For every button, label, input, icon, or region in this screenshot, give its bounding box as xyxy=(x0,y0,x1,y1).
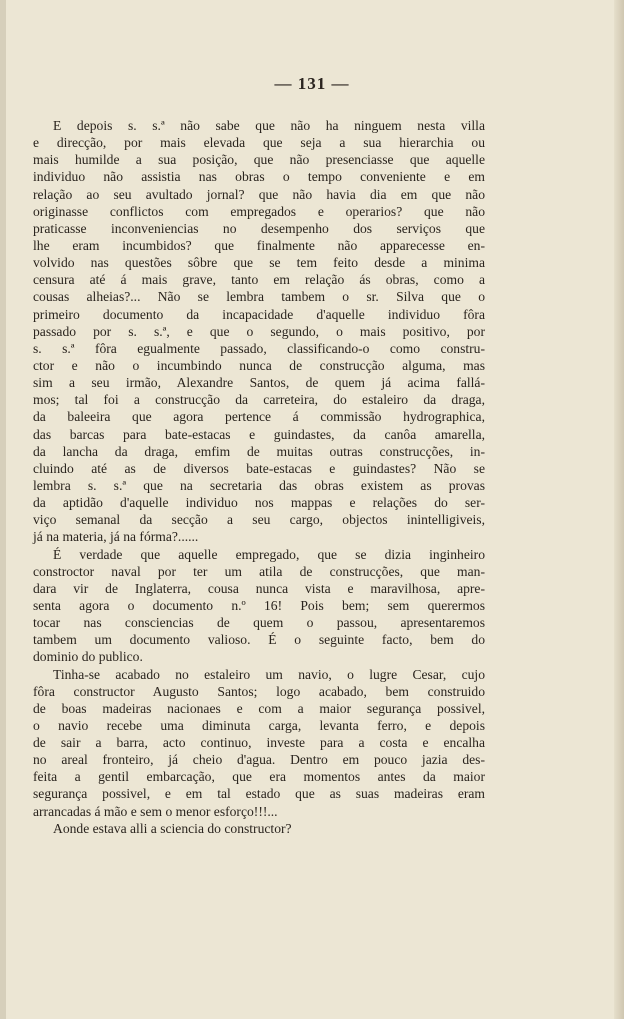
text-line: E depois s. s.ª não sabe que não ha ninguem nesta villa xyxy=(53,118,485,133)
text-line: originasse conflictos com empregados e operarios? que não xyxy=(33,203,485,219)
text-line: lhe eram incumbidos? que finalmente não apparecesse en- xyxy=(33,237,485,253)
text-line: censura até á mais grave, tanto em relação ás obras, como a xyxy=(33,272,485,288)
text-line: Tinha-se acabado no estaleiro um navio, o lugre Cesar, cujo xyxy=(53,666,485,682)
text-line: o navio recebe uma diminuta carga, levanta ferro, e depois xyxy=(33,717,485,733)
text-line: primeiro documento da incapacidade d'aquelle individuo fôra xyxy=(33,306,485,322)
text-line: da baleeira que agora pertence á commissão hydrographica, xyxy=(33,409,485,425)
text-line: passado por s. s.ª, e que o segundo, o mais positivo, por xyxy=(33,323,485,339)
text-line: sim a seu irmão, Alexandre Santos, de quem já acima fallá- xyxy=(33,375,485,391)
text-line: da lancha da draga, emfim de muitas outras construcções, in- xyxy=(33,443,485,459)
text-line: de boas madeiras nacionaes e com a maior segurança possivel, xyxy=(33,700,485,716)
text-line: cluindo até as de diversos bate-estacas e guindastes? Não se xyxy=(33,460,485,476)
text-line: constroctor naval por ter um atila de construcções, que man- xyxy=(33,563,485,579)
text-line: dara vir de Inglaterra, cousa nunca vista e maravilhosa, apre- xyxy=(33,580,485,596)
text-line: Aonde estava alli a sciencia do constructor? xyxy=(53,820,292,836)
text-line: no areal fronteiro, já cheio d'agua. Dentro em pouco jazia des- xyxy=(33,752,485,768)
text-line: viço semanal da secção a seu cargo, objectos inintelligiveis, xyxy=(33,512,485,528)
text-line: tocar nas consciencias de quem o passou, apresentaremos xyxy=(33,615,485,631)
text-line: das barcas para bate-estacas e guindastes, da canôa amarella, xyxy=(33,426,485,442)
text-line: cousas alheias?... Não se lembra tambem o sr. Silva que o xyxy=(33,289,485,305)
text-line: já na materia, já na fórma?...... xyxy=(33,529,199,545)
text-line: volvido nas questões sôbre que se tem feito desde a minima xyxy=(33,255,485,271)
text-line: ctor e não o incumbindo nunca de construcção alguma, mas xyxy=(33,357,485,373)
text-line: da aptidão d'aquelle individuo nos mappas e relações do ser- xyxy=(33,495,485,511)
text-line: tambem um documento valioso. É o seguinte facto, bem do xyxy=(33,632,485,648)
text-line: relação ao seu avultado jornal? que não havia dia em que não xyxy=(33,186,485,202)
text-line: mais humilde a sua posição, que não presenciasse que aquelle xyxy=(33,152,485,168)
text-line: senta agora o documento n.º 16! Pois bem; sem querermos xyxy=(33,597,485,613)
text-line: praticasse inconveniencias no desempenho dos serviços que xyxy=(33,220,485,236)
text-line: lembra s. s.ª que na secretaria das obras existem as provas xyxy=(33,477,485,493)
text-line: mos; tal foi a construcção da carreteira, do estaleiro da draga, xyxy=(33,392,485,408)
body-text xyxy=(33,117,485,837)
text-line: individuo não assistia nas obras o tempo conveniente e em xyxy=(33,169,485,185)
text-line: segurança possivel, e em tal estado que as suas madeiras eram xyxy=(33,786,485,802)
text-line: de sair a barra, acto continuo, investe para a costa e encalha xyxy=(33,735,485,751)
text-line: É verdade que aquelle empregado, que se dizia inginheiro xyxy=(53,546,485,562)
text-line: feita a gentil embarcação, que era momentos antes da maior xyxy=(33,769,485,785)
text-line: s. s.ª fôra egualmente passado, classificando-o como constru- xyxy=(33,340,485,356)
text-line: dominio do publico. xyxy=(33,649,143,665)
text-line: e direcção, por mais elevada que seja a sua hierarchia ou xyxy=(33,135,485,151)
text-line: arrancadas á mão e sem o menor esforço!!!... xyxy=(33,803,278,819)
page-number: — 131 — xyxy=(274,74,350,93)
text-line: fôra constructor Augusto Santos; logo acabado, bem construido xyxy=(33,683,485,699)
